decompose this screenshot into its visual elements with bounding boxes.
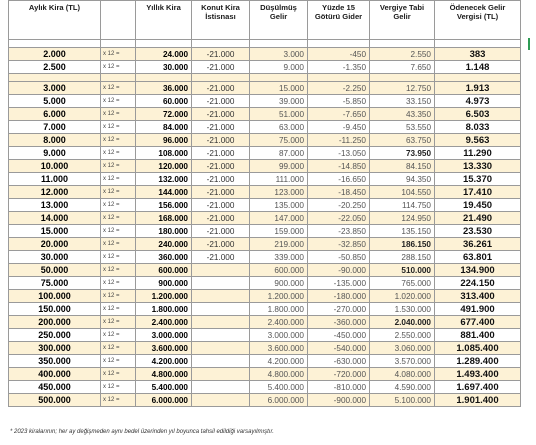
cell-gotu-gider: -9.450 — [308, 121, 370, 134]
cell-aylik-kira: 400.000 — [9, 368, 101, 381]
cell-dusulmus-gelir: 63.000 — [250, 121, 308, 134]
cell-aylik-kira: 20.000 — [9, 238, 101, 251]
spacer-cell — [9, 40, 101, 48]
cell-dusulmus-gelir: 4.200.000 — [250, 355, 308, 368]
cell-dusulmus-gelir: 900.000 — [250, 277, 308, 290]
cell-dusulmus-gelir: 75.000 — [250, 134, 308, 147]
cell-aylik-kira: 3.000 — [9, 82, 101, 95]
cell-gotu-gider: -540.000 — [308, 342, 370, 355]
cell-dusulmus-gelir: 1.200.000 — [250, 290, 308, 303]
table-row — [9, 225, 521, 238]
rent-tax-table — [8, 0, 521, 407]
table-row — [9, 251, 521, 264]
cell-multiplier: x 12 = — [101, 147, 136, 160]
spacer-cell — [370, 40, 435, 48]
cell-konut-kira-istisnasi — [192, 277, 250, 290]
table-row — [9, 316, 521, 329]
cell-yillik-kira: 96.000 — [136, 134, 192, 147]
cell-vergiye-tabi-gelir: 114.750 — [370, 199, 435, 212]
cell-konut-kira-istisnasi: -21.000 — [192, 108, 250, 121]
cell-gotu-gider: -450 — [308, 48, 370, 61]
cell-dusulmus-gelir: 39.000 — [250, 95, 308, 108]
cell-yillik-kira: 4.800.000 — [136, 368, 192, 381]
table-row — [9, 394, 521, 407]
table-row — [9, 303, 521, 316]
table-row — [9, 48, 521, 61]
cell-odenecek-vergi: 1.148 — [435, 61, 521, 74]
cell-yillik-kira: 24.000 — [136, 48, 192, 61]
cell-konut-kira-istisnasi — [192, 355, 250, 368]
table-row — [9, 238, 521, 251]
cell-dusulmus-gelir: 99.000 — [250, 160, 308, 173]
cell-dusulmus-gelir: 3.600.000 — [250, 342, 308, 355]
cell-konut-kira-istisnasi: -21.000 — [192, 61, 250, 74]
cell-odenecek-vergi: 1.913 — [435, 82, 521, 95]
table-row — [9, 277, 521, 290]
cell-odenecek-vergi: 9.563 — [435, 134, 521, 147]
cell-konut-kira-istisnasi: -21.000 — [192, 147, 250, 160]
cell-gotu-gider: -16.650 — [308, 173, 370, 186]
cell-gotu-gider: -14.850 — [308, 160, 370, 173]
cell-konut-kira-istisnasi — [192, 303, 250, 316]
cell-aylik-kira: 300.000 — [9, 342, 101, 355]
cell-konut-kira-istisnasi: -21.000 — [192, 121, 250, 134]
table-body — [9, 40, 521, 407]
cell-vergiye-tabi-gelir: 53.550 — [370, 121, 435, 134]
cell-multiplier: x 12 = — [101, 82, 136, 95]
cell-odenecek-vergi: 134.900 — [435, 264, 521, 277]
header-yillik-kira: Yıllık Kira — [136, 1, 192, 40]
header-gotu-gider: Yüzde 15 Götürü Gider — [308, 1, 370, 40]
table-row — [9, 381, 521, 394]
spacer-row — [9, 40, 521, 48]
cell-multiplier: x 12 = — [101, 134, 136, 147]
cell-gotu-gider: -180.000 — [308, 290, 370, 303]
cell-konut-kira-istisnasi: -21.000 — [192, 186, 250, 199]
cell-aylik-kira: 7.000 — [9, 121, 101, 134]
cell-aylik-kira: 10.000 — [9, 160, 101, 173]
cell-yillik-kira: 108.000 — [136, 147, 192, 160]
spacer-row — [9, 74, 521, 82]
table-row — [9, 186, 521, 199]
cell-dusulmus-gelir: 9.000 — [250, 61, 308, 74]
cell-aylik-kira: 6.000 — [9, 108, 101, 121]
spacer-cell — [192, 74, 250, 82]
cell-odenecek-vergi: 4.973 — [435, 95, 521, 108]
cell-odenecek-vergi: 8.033 — [435, 121, 521, 134]
cell-vergiye-tabi-gelir: 2.550 — [370, 48, 435, 61]
cell-multiplier: x 12 = — [101, 329, 136, 342]
cell-aylik-kira: 15.000 — [9, 225, 101, 238]
cell-gotu-gider: -2.250 — [308, 82, 370, 95]
cell-yillik-kira: 168.000 — [136, 212, 192, 225]
cell-konut-kira-istisnasi — [192, 381, 250, 394]
table-row — [9, 82, 521, 95]
cell-dusulmus-gelir: 600.000 — [250, 264, 308, 277]
cell-yillik-kira: 120.000 — [136, 160, 192, 173]
spacer-cell — [435, 74, 521, 82]
cell-odenecek-vergi: 19.450 — [435, 199, 521, 212]
cell-aylik-kira: 450.000 — [9, 381, 101, 394]
cell-odenecek-vergi: 1.085.400 — [435, 342, 521, 355]
cell-konut-kira-istisnasi — [192, 264, 250, 277]
cell-aylik-kira: 8.000 — [9, 134, 101, 147]
cell-vergiye-tabi-gelir: 3.570.000 — [370, 355, 435, 368]
cell-dusulmus-gelir: 6.000.000 — [250, 394, 308, 407]
cell-konut-kira-istisnasi: -21.000 — [192, 199, 250, 212]
cell-vergiye-tabi-gelir: 2.040.000 — [370, 316, 435, 329]
cell-odenecek-vergi: 383 — [435, 48, 521, 61]
cell-yillik-kira: 1.200.000 — [136, 290, 192, 303]
cell-konut-kira-istisnasi: -21.000 — [192, 48, 250, 61]
cell-gotu-gider: -810.000 — [308, 381, 370, 394]
table-row — [9, 342, 521, 355]
cell-odenecek-vergi: 6.503 — [435, 108, 521, 121]
cell-gotu-gider: -50.850 — [308, 251, 370, 264]
cell-vergiye-tabi-gelir: 12.750 — [370, 82, 435, 95]
table-row — [9, 108, 521, 121]
table-row — [9, 264, 521, 277]
cell-odenecek-vergi: 1.901.400 — [435, 394, 521, 407]
cell-konut-kira-istisnasi: -21.000 — [192, 134, 250, 147]
cell-vergiye-tabi-gelir: 4.590.000 — [370, 381, 435, 394]
cell-aylik-kira: 100.000 — [9, 290, 101, 303]
table-row — [9, 368, 521, 381]
cell-odenecek-vergi: 1.289.400 — [435, 355, 521, 368]
cell-multiplier: x 12 = — [101, 251, 136, 264]
cell-odenecek-vergi: 1.697.400 — [435, 381, 521, 394]
cell-gotu-gider: -270.000 — [308, 303, 370, 316]
cell-multiplier: x 12 = — [101, 368, 136, 381]
table-row — [9, 329, 521, 342]
cell-vergiye-tabi-gelir: 33.150 — [370, 95, 435, 108]
cell-aylik-kira: 350.000 — [9, 355, 101, 368]
spacer-cell — [308, 40, 370, 48]
cell-odenecek-vergi: 313.400 — [435, 290, 521, 303]
cell-vergiye-tabi-gelir: 124.950 — [370, 212, 435, 225]
cell-dusulmus-gelir: 51.000 — [250, 108, 308, 121]
spacer-cell — [192, 40, 250, 48]
cell-dusulmus-gelir: 5.400.000 — [250, 381, 308, 394]
cell-yillik-kira: 180.000 — [136, 225, 192, 238]
cell-yillik-kira: 900.000 — [136, 277, 192, 290]
cell-aylik-kira: 5.000 — [9, 95, 101, 108]
cell-konut-kira-istisnasi: -21.000 — [192, 238, 250, 251]
cell-yillik-kira: 1.800.000 — [136, 303, 192, 316]
cell-dusulmus-gelir: 4.800.000 — [250, 368, 308, 381]
cell-multiplier: x 12 = — [101, 61, 136, 74]
cell-dusulmus-gelir: 219.000 — [250, 238, 308, 251]
cell-gotu-gider: -18.450 — [308, 186, 370, 199]
cell-aylik-kira: 12.000 — [9, 186, 101, 199]
cell-gotu-gider: -11.250 — [308, 134, 370, 147]
cell-dusulmus-gelir: 339.000 — [250, 251, 308, 264]
table-row — [9, 173, 521, 186]
cell-vergiye-tabi-gelir: 104.550 — [370, 186, 435, 199]
cell-konut-kira-istisnasi: -21.000 — [192, 95, 250, 108]
cell-konut-kira-istisnasi — [192, 394, 250, 407]
cell-multiplier: x 12 = — [101, 303, 136, 316]
spacer-cell — [101, 40, 136, 48]
spacer-cell — [136, 74, 192, 82]
cell-odenecek-vergi: 13.330 — [435, 160, 521, 173]
header-aylik-kira: Aylık Kira (TL) — [9, 1, 101, 40]
cell-multiplier: x 12 = — [101, 355, 136, 368]
table-row — [9, 355, 521, 368]
cell-odenecek-vergi: 491.900 — [435, 303, 521, 316]
cell-gotu-gider: -630.000 — [308, 355, 370, 368]
cell-aylik-kira: 200.000 — [9, 316, 101, 329]
cell-multiplier: x 12 = — [101, 95, 136, 108]
cell-multiplier: x 12 = — [101, 48, 136, 61]
cell-dusulmus-gelir: 135.000 — [250, 199, 308, 212]
table-row — [9, 199, 521, 212]
cell-gotu-gider: -1.350 — [308, 61, 370, 74]
cell-vergiye-tabi-gelir: 510.000 — [370, 264, 435, 277]
cell-odenecek-vergi: 63.801 — [435, 251, 521, 264]
cell-vergiye-tabi-gelir: 1.020.000 — [370, 290, 435, 303]
header-multiplier — [101, 1, 136, 40]
cell-yillik-kira: 6.000.000 — [136, 394, 192, 407]
spacer-cell — [370, 74, 435, 82]
cell-gotu-gider: -13.050 — [308, 147, 370, 160]
table-row — [9, 212, 521, 225]
spacer-cell — [101, 74, 136, 82]
cell-vergiye-tabi-gelir: 2.550.000 — [370, 329, 435, 342]
cell-yillik-kira: 240.000 — [136, 238, 192, 251]
cell-dusulmus-gelir: 3.000 — [250, 48, 308, 61]
cell-aylik-kira: 2.000 — [9, 48, 101, 61]
edge-marker — [528, 38, 530, 50]
spacer-cell — [9, 74, 101, 82]
cell-multiplier: x 12 = — [101, 277, 136, 290]
cell-gotu-gider: -23.850 — [308, 225, 370, 238]
cell-aylik-kira: 9.000 — [9, 147, 101, 160]
table-row — [9, 147, 521, 160]
cell-multiplier: x 12 = — [101, 290, 136, 303]
cell-multiplier: x 12 = — [101, 225, 136, 238]
cell-vergiye-tabi-gelir: 84.150 — [370, 160, 435, 173]
cell-dusulmus-gelir: 1.800.000 — [250, 303, 308, 316]
cell-konut-kira-istisnasi — [192, 290, 250, 303]
table-row — [9, 134, 521, 147]
header-vergiye-tabi-gelir: Vergiye Tabi Gelir — [370, 1, 435, 40]
cell-aylik-kira: 11.000 — [9, 173, 101, 186]
cell-multiplier: x 12 = — [101, 108, 136, 121]
cell-aylik-kira: 30.000 — [9, 251, 101, 264]
cell-multiplier: x 12 = — [101, 212, 136, 225]
cell-konut-kira-istisnasi: -21.000 — [192, 160, 250, 173]
cell-gotu-gider: -20.250 — [308, 199, 370, 212]
cell-dusulmus-gelir: 111.000 — [250, 173, 308, 186]
cell-dusulmus-gelir: 147.000 — [250, 212, 308, 225]
cell-vergiye-tabi-gelir: 288.150 — [370, 251, 435, 264]
table-row — [9, 160, 521, 173]
cell-aylik-kira: 250.000 — [9, 329, 101, 342]
cell-aylik-kira: 150.000 — [9, 303, 101, 316]
cell-dusulmus-gelir: 159.000 — [250, 225, 308, 238]
spacer-cell — [250, 74, 308, 82]
cell-gotu-gider: -22.050 — [308, 212, 370, 225]
cell-yillik-kira: 3.000.000 — [136, 329, 192, 342]
cell-yillik-kira: 72.000 — [136, 108, 192, 121]
cell-yillik-kira: 4.200.000 — [136, 355, 192, 368]
cell-vergiye-tabi-gelir: 1.530.000 — [370, 303, 435, 316]
cell-aylik-kira: 14.000 — [9, 212, 101, 225]
spacer-cell — [435, 40, 521, 48]
cell-yillik-kira: 30.000 — [136, 61, 192, 74]
cell-konut-kira-istisnasi — [192, 329, 250, 342]
cell-aylik-kira: 75.000 — [9, 277, 101, 290]
cell-konut-kira-istisnasi — [192, 342, 250, 355]
cell-vergiye-tabi-gelir: 186.150 — [370, 238, 435, 251]
cell-aylik-kira: 500.000 — [9, 394, 101, 407]
cell-konut-kira-istisnasi: -21.000 — [192, 212, 250, 225]
cell-vergiye-tabi-gelir: 4.080.000 — [370, 368, 435, 381]
cell-vergiye-tabi-gelir: 765.000 — [370, 277, 435, 290]
cell-dusulmus-gelir: 87.000 — [250, 147, 308, 160]
cell-yillik-kira: 144.000 — [136, 186, 192, 199]
cell-odenecek-vergi: 21.490 — [435, 212, 521, 225]
cell-multiplier: x 12 = — [101, 316, 136, 329]
table-row — [9, 95, 521, 108]
cell-yillik-kira: 360.000 — [136, 251, 192, 264]
cell-dusulmus-gelir: 3.000.000 — [250, 329, 308, 342]
cell-dusulmus-gelir: 15.000 — [250, 82, 308, 95]
spacer-cell — [250, 40, 308, 48]
cell-odenecek-vergi: 11.290 — [435, 147, 521, 160]
cell-odenecek-vergi: 224.150 — [435, 277, 521, 290]
cell-gotu-gider: -900.000 — [308, 394, 370, 407]
cell-multiplier: x 12 = — [101, 381, 136, 394]
cell-multiplier: x 12 = — [101, 264, 136, 277]
cell-vergiye-tabi-gelir: 63.750 — [370, 134, 435, 147]
cell-gotu-gider: -5.850 — [308, 95, 370, 108]
cell-yillik-kira: 5.400.000 — [136, 381, 192, 394]
cell-multiplier: x 12 = — [101, 186, 136, 199]
cell-yillik-kira: 84.000 — [136, 121, 192, 134]
cell-odenecek-vergi: 17.410 — [435, 186, 521, 199]
cell-vergiye-tabi-gelir: 43.350 — [370, 108, 435, 121]
cell-odenecek-vergi: 15.370 — [435, 173, 521, 186]
cell-multiplier: x 12 = — [101, 342, 136, 355]
cell-aylik-kira: 50.000 — [9, 264, 101, 277]
cell-gotu-gider: -32.850 — [308, 238, 370, 251]
cell-konut-kira-istisnasi: -21.000 — [192, 225, 250, 238]
cell-vergiye-tabi-gelir: 135.150 — [370, 225, 435, 238]
cell-gotu-gider: -360.000 — [308, 316, 370, 329]
cell-gotu-gider: -90.000 — [308, 264, 370, 277]
header-konut-kira-istisnasi: Konut Kira İstisnası — [192, 1, 250, 40]
cell-gotu-gider: -720.000 — [308, 368, 370, 381]
cell-odenecek-vergi: 1.493.400 — [435, 368, 521, 381]
cell-odenecek-vergi: 677.400 — [435, 316, 521, 329]
cell-gotu-gider: -135.000 — [308, 277, 370, 290]
cell-gotu-gider: -450.000 — [308, 329, 370, 342]
cell-yillik-kira: 60.000 — [136, 95, 192, 108]
cell-vergiye-tabi-gelir: 7.650 — [370, 61, 435, 74]
rent-tax-table-sheet — [8, 0, 520, 407]
cell-konut-kira-istisnasi: -21.000 — [192, 173, 250, 186]
cell-aylik-kira: 13.000 — [9, 199, 101, 212]
cell-vergiye-tabi-gelir: 3.060.000 — [370, 342, 435, 355]
cell-multiplier: x 12 = — [101, 173, 136, 186]
cell-gotu-gider: -7.650 — [308, 108, 370, 121]
cell-yillik-kira: 36.000 — [136, 82, 192, 95]
cell-yillik-kira: 132.000 — [136, 173, 192, 186]
cell-dusulmus-gelir: 2.400.000 — [250, 316, 308, 329]
spacer-cell — [136, 40, 192, 48]
cell-konut-kira-istisnasi — [192, 316, 250, 329]
cell-konut-kira-istisnasi: -21.000 — [192, 82, 250, 95]
header-odenecek-vergi: Ödenecek Gelir Vergisi (TL) — [435, 1, 521, 40]
cell-multiplier: x 12 = — [101, 394, 136, 407]
cell-odenecek-vergi: 881.400 — [435, 329, 521, 342]
header-dusulmus-gelir: Düşülmüş Gelir — [250, 1, 308, 40]
cell-multiplier: x 12 = — [101, 160, 136, 173]
cell-dusulmus-gelir: 123.000 — [250, 186, 308, 199]
cell-odenecek-vergi: 23.530 — [435, 225, 521, 238]
table-header — [9, 1, 521, 40]
cell-multiplier: x 12 = — [101, 199, 136, 212]
cell-multiplier: x 12 = — [101, 121, 136, 134]
table-row — [9, 121, 521, 134]
spacer-cell — [308, 74, 370, 82]
cell-vergiye-tabi-gelir: 5.100.000 — [370, 394, 435, 407]
cell-odenecek-vergi: 36.261 — [435, 238, 521, 251]
cell-aylik-kira: 2.500 — [9, 61, 101, 74]
cell-vergiye-tabi-gelir: 73.950 — [370, 147, 435, 160]
cell-multiplier: x 12 = — [101, 238, 136, 251]
table-row — [9, 290, 521, 303]
cell-konut-kira-istisnasi: -21.000 — [192, 251, 250, 264]
cell-konut-kira-istisnasi — [192, 368, 250, 381]
cell-vergiye-tabi-gelir: 94.350 — [370, 173, 435, 186]
cell-yillik-kira: 3.600.000 — [136, 342, 192, 355]
cell-yillik-kira: 2.400.000 — [136, 316, 192, 329]
cell-yillik-kira: 600.000 — [136, 264, 192, 277]
footnote: * 2023 kiralarının; her ay değişmeden aynı bedel üzerinden yıl boyunca tahsil edildiği varsayılmıştır. — [10, 429, 274, 435]
table-row — [9, 61, 521, 74]
cell-yillik-kira: 156.000 — [136, 199, 192, 212]
